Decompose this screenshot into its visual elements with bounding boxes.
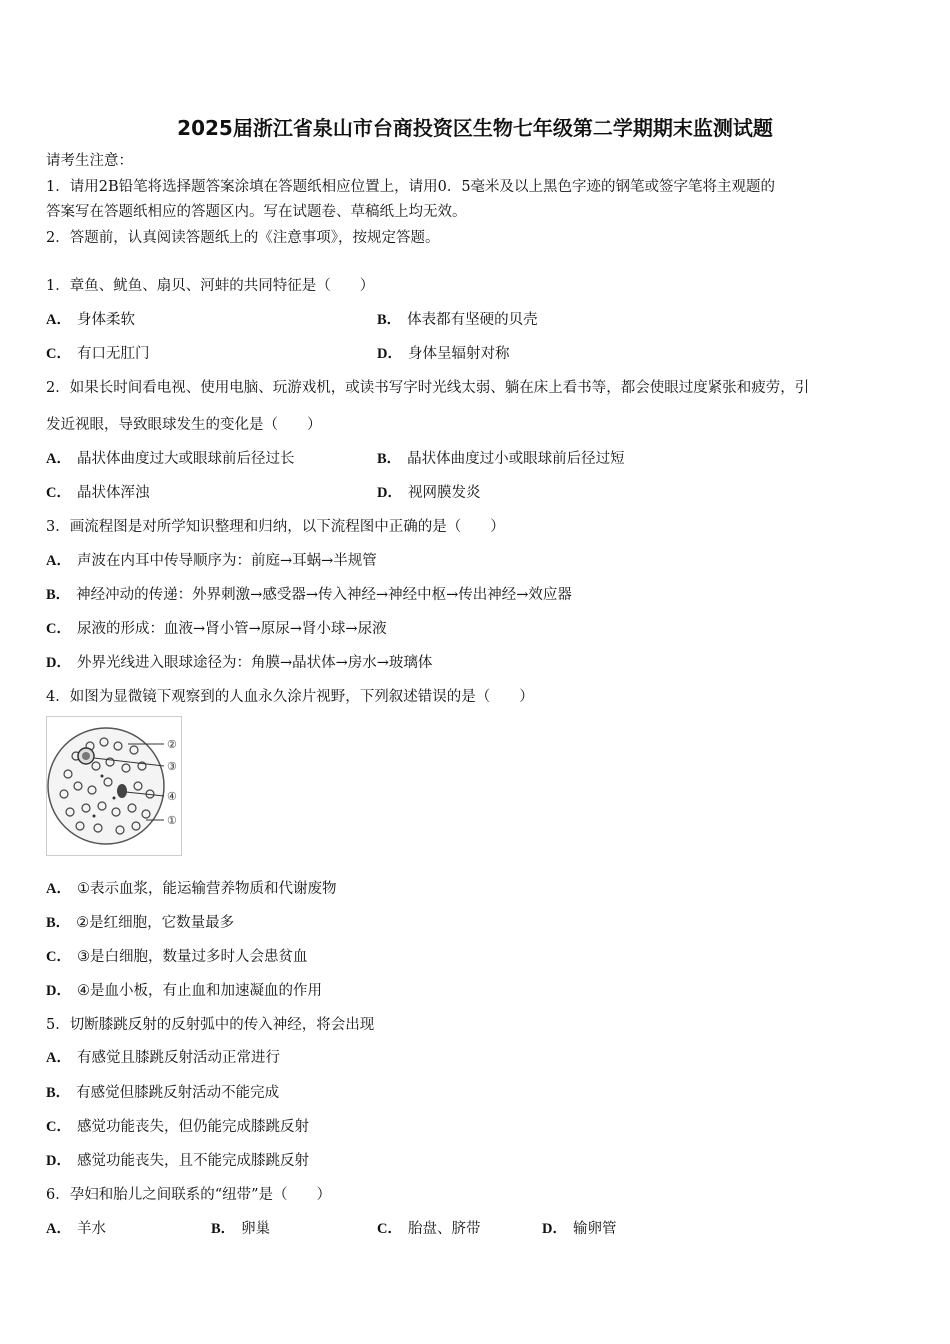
option-label: A． bbox=[46, 312, 71, 328]
question-6-stem: 6．孕妇和胎儿之间联系的“纽带”是（ ） bbox=[46, 1187, 332, 1203]
question-4-option-d[interactable] bbox=[46, 982, 322, 1000]
question-2-option-c[interactable] bbox=[46, 484, 149, 502]
option-text: 视网膜发炎 bbox=[407, 485, 481, 501]
blood-smear-figure bbox=[46, 716, 182, 856]
notice-line-3: 2．答题前，认真阅读答题纸上的《注意事项》，按规定答题。 bbox=[46, 230, 440, 246]
question-3-option-b[interactable] bbox=[46, 586, 572, 604]
question-2-option-b[interactable] bbox=[377, 450, 625, 468]
question-5-option-b[interactable] bbox=[46, 1084, 279, 1102]
question-6-option-d[interactable] bbox=[542, 1220, 616, 1238]
option-label: A． bbox=[46, 1050, 71, 1066]
option-label: C． bbox=[46, 1119, 71, 1135]
option-text: ①表示血浆，能运输营养物质和代谢废物 bbox=[76, 881, 337, 897]
option-label: D． bbox=[46, 983, 71, 999]
notice-heading: 请考生注意： bbox=[46, 153, 133, 169]
question-5-stem: 5．切断膝跳反射的反射弧中的传入神经，将会出现 bbox=[46, 1017, 375, 1033]
option-text: ④是血小板，有止血和加速凝血的作用 bbox=[76, 983, 322, 999]
figure-label-3: ③ bbox=[167, 760, 177, 773]
figure-label-4: ④ bbox=[167, 790, 177, 803]
option-text: 卵巢 bbox=[241, 1221, 271, 1237]
notice-line-2: 答案写在答题纸相应的答题区内。写在试题卷、草稿纸上均无效。 bbox=[46, 204, 467, 220]
option-label: C． bbox=[46, 485, 71, 501]
question-4-option-c[interactable] bbox=[46, 948, 307, 966]
question-3-option-a[interactable] bbox=[46, 552, 377, 570]
option-text: 外界光线进入眼球途径为：角膜→晶状体→房水→玻璃体 bbox=[76, 655, 433, 671]
question-3-option-d[interactable] bbox=[46, 654, 432, 672]
option-label: D． bbox=[46, 655, 71, 671]
page-title: 2025届浙江省泉山市台商投资区生物七年级第二学期期末监测试题 bbox=[177, 116, 773, 140]
option-text: 体表都有坚硬的贝壳 bbox=[407, 312, 538, 328]
option-label: B． bbox=[377, 312, 402, 328]
figure-label-2: ② bbox=[167, 738, 177, 751]
option-label: B． bbox=[211, 1221, 236, 1237]
question-6-option-a[interactable] bbox=[46, 1220, 106, 1238]
question-1-option-a[interactable] bbox=[46, 311, 135, 329]
option-label: C． bbox=[46, 346, 71, 362]
option-label: A． bbox=[46, 881, 71, 897]
question-1-option-d[interactable] bbox=[377, 345, 509, 363]
question-1-stem: 1．章鱼、鱿鱼、扇贝、河蚌的共同特征是（ ） bbox=[46, 278, 375, 294]
option-label: C． bbox=[46, 621, 71, 637]
option-text: 晶状体曲度过大或眼球前后径过长 bbox=[76, 451, 295, 467]
question-6-option-c[interactable] bbox=[377, 1220, 480, 1238]
option-text: 神经冲动的传递：外界刺激→感受器→传入神经→神经中枢→传出神经→效应器 bbox=[76, 587, 572, 603]
option-text: 有口无肛门 bbox=[76, 346, 150, 362]
option-label: A． bbox=[46, 553, 71, 569]
question-3-option-c[interactable] bbox=[46, 620, 387, 638]
question-2-stem: 2．如果长时间看电视、使用电脑、玩游戏机，或读书写字时光线太弱、躺在床上看书等，都会使眼过度紧张和疲劳，引 bbox=[46, 380, 810, 396]
option-text: ②是红细胞，它数量最多 bbox=[76, 915, 235, 931]
question-5-option-c[interactable] bbox=[46, 1118, 309, 1136]
question-6-option-b[interactable] bbox=[211, 1220, 270, 1238]
option-text: 身体呈辐射对称 bbox=[407, 346, 510, 362]
question-4-option-b[interactable] bbox=[46, 914, 234, 932]
question-1-option-c[interactable] bbox=[46, 345, 149, 363]
question-5-option-d[interactable] bbox=[46, 1152, 309, 1170]
question-2-stem-continued: 发近视眼，导致眼球发生的变化是（ ） bbox=[46, 417, 322, 433]
option-text: 胎盘、脐带 bbox=[407, 1221, 481, 1237]
option-text: 身体柔软 bbox=[76, 312, 135, 328]
option-text: 感觉功能丧失，且不能完成膝跳反射 bbox=[76, 1153, 309, 1169]
figure-label-1: ① bbox=[167, 814, 177, 827]
option-text: 声波在内耳中传导顺序为：前庭→耳蜗→半规管 bbox=[76, 553, 377, 569]
question-2-option-d[interactable] bbox=[377, 484, 480, 502]
option-text: 晶状体曲度过小或眼球前后径过短 bbox=[407, 451, 625, 467]
option-label: C． bbox=[46, 949, 71, 965]
question-3-stem: 3．画流程图是对所学知识整理和归纳，以下流程图中正确的是（ ） bbox=[46, 519, 505, 535]
option-label: A． bbox=[46, 451, 71, 467]
question-4-stem: 4．如图为显微镜下观察到的人血永久涂片视野，下列叙述错误的是（ ） bbox=[46, 689, 534, 705]
option-text: 羊水 bbox=[76, 1221, 106, 1237]
option-label: A． bbox=[46, 1221, 71, 1237]
option-text: 输卵管 bbox=[572, 1221, 617, 1237]
question-5-option-a[interactable] bbox=[46, 1049, 280, 1067]
question-1-option-b[interactable] bbox=[377, 311, 538, 329]
question-2-option-a[interactable] bbox=[46, 450, 294, 468]
option-label: B． bbox=[377, 451, 402, 467]
option-text: ③是白细胞，数量过多时人会患贫血 bbox=[76, 949, 308, 965]
option-label: B． bbox=[46, 915, 71, 931]
blood-smear-micrograph bbox=[46, 716, 182, 856]
question-4-option-a[interactable] bbox=[46, 880, 336, 898]
option-label: D． bbox=[377, 485, 402, 501]
option-text: 尿液的形成：血液→肾小管→原尿→肾小球→尿液 bbox=[76, 621, 387, 637]
option-label: B． bbox=[46, 587, 71, 603]
notice-line-1: 1．请用2B铅笔将选择题答案涂填在答题纸相应位置上，请用0．5毫米及以上黑色字迹的钢笔或签字笔将主观题的 bbox=[46, 179, 776, 195]
option-text: 有感觉且膝跳反射活动正常进行 bbox=[76, 1050, 280, 1066]
option-text: 感觉功能丧失，但仍能完成膝跳反射 bbox=[76, 1119, 309, 1135]
option-text: 晶状体浑浊 bbox=[76, 485, 150, 501]
option-label: C． bbox=[377, 1221, 402, 1237]
option-label: B． bbox=[46, 1085, 71, 1101]
option-text: 有感觉但膝跳反射活动不能完成 bbox=[76, 1085, 280, 1101]
option-label: D． bbox=[46, 1153, 71, 1169]
option-label: D． bbox=[377, 346, 402, 362]
option-label: D． bbox=[542, 1221, 567, 1237]
